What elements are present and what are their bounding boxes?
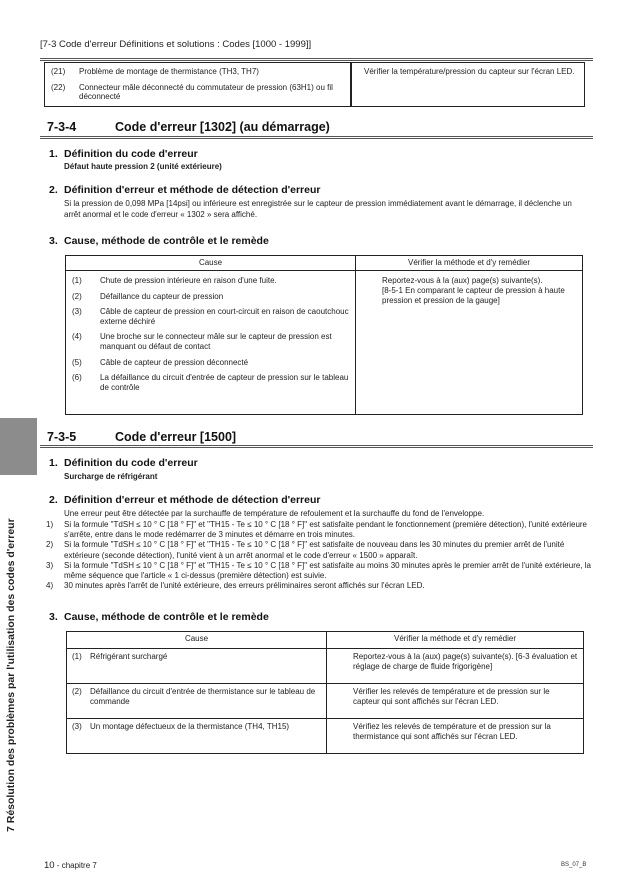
cause-item: (2) Défaillance du capteur de pression (72, 291, 224, 301)
header-rule (40, 58, 593, 61)
cause-cell: (1) Réfrigérant surchargé (67, 649, 327, 684)
running-header: [7-3 Code d'erreur Définitions et solutions : Codes [1000 - 1999]] (40, 39, 312, 50)
chapter-tab (0, 418, 37, 475)
section-title-735: 7-3-5 Code d'erreur [1500] (47, 430, 237, 444)
cause-item: (3) Câble de capteur de pression en court-circuit en raison de caoutchouc externe déchiré (72, 307, 349, 326)
cause-cell: (2) Défaillance du circuit d'entrée de thermistance sur le tableau de commande (67, 684, 327, 719)
subsection-heading: 3. Cause, méthode de contrôle et le remède (49, 611, 269, 623)
cause-item: (21) Problème de montage de thermistance (TH3, TH7) (51, 67, 259, 76)
section-rule (40, 445, 593, 448)
remedy-cell: Reportez-vous à la (aux) page(s) suivante(s). [8-5-1 En comparant le capteur de pression à haute pression et pression de la gauge] (356, 271, 583, 415)
page-footer (44, 860, 97, 871)
table-row (67, 719, 584, 754)
table-header-row (67, 632, 584, 649)
cause-item: (1) Chute de pression intérieure en raison d'une fuite. (72, 276, 277, 285)
column-header-cause: Cause (66, 256, 356, 271)
table-row (67, 649, 584, 684)
subsection-heading: 2. Définition d'erreur et méthode de détection d'erreur (49, 184, 321, 196)
error-definition: Surcharge de réfrigérant (64, 472, 158, 481)
subsection-heading: 1. Définition du code d'erreur (49, 148, 198, 160)
subsection-heading: 1. Définition du code d'erreur (49, 457, 198, 469)
table-row (67, 684, 584, 719)
table-header-row (66, 256, 583, 271)
detection-intro: Une erreur peut être détectée par la surchauffe de température de refoulement et la surchauffe du fond de l'enveloppe. (64, 509, 485, 518)
remedy-cell: Vérifier les relevés de température et de pression sur le capteur qui sont affichés sur l'écran LED. (327, 684, 584, 719)
detection-steps (46, 520, 592, 592)
list-item: 2) Si la formule "TdSH ≤ 10 ° C [18 ° F]" et "TH15 - Te ≤ 10 ° C [18 ° F]" est satisfaite de nouveau dans les 30 minutes du premier arrêt de l'unité extérieure (seconde détection), l'unité vient à un arrêt anormal et le code d'erreur « 1500 » apparaît. (46, 540, 565, 560)
chapter-side-title: 7 Résolution des problèmes par l'utilisation des codes d'erreur (5, 518, 17, 832)
cause-cell (45, 63, 352, 107)
section-rule (40, 136, 593, 139)
detection-method: Si la pression de 0,098 MPa [14psi] ou inférieure est enregistrée sur le capteur de pression immédiatement avant le démarrage, il déclenche un arrêt anormal et le code d'erreur « 1302 » sera affiché. (64, 199, 572, 219)
document-code: BS_07_B (561, 862, 587, 868)
section-title-734: 7-3-4 Code d'erreur [1302] (au démarrage) (47, 120, 330, 134)
column-header-cause: Cause (67, 632, 327, 649)
cause-item: (6) La défaillance du circuit d'entrée de capteur de pression sur le tableau de contrôle (72, 373, 349, 392)
cause-remedy-table-1500 (66, 631, 584, 754)
remedy-cell: Vérifier la température/pression du capteur sur l'écran LED. (351, 63, 585, 107)
cause-cell (66, 271, 356, 415)
chapter-label: - chapitre 7 (54, 861, 97, 870)
error-definition: Défaut haute pression 2 (unité extérieure) (64, 162, 222, 171)
table-row (66, 271, 583, 415)
page-number: 10 (44, 860, 55, 871)
continuation-table (44, 62, 585, 107)
cause-cell: (3) Un montage défectueux de la thermistance (TH4, TH15) (67, 719, 327, 754)
column-header-remedy: Vérifier la méthode et d'y remédier (327, 632, 584, 649)
cause-remedy-table-1302 (65, 255, 583, 415)
cause-item: (4) Une broche sur le connecteur mâle sur le capteur de pression est manquant ou défaut de contact (72, 332, 332, 351)
subsection-heading: 3. Cause, méthode de contrôle et le remède (49, 235, 269, 247)
list-item: 1) Si la formule "TdSH ≤ 10 ° C [18 ° F]" et "TH15 - Te ≤ 10 ° C [18 ° F]" est satisfaite pendant le fonctionnement (première détection), l'unité extérieure s'arrête, entre dans le mode redémarrer de 3 minutes et démarre en trois minutes. (46, 520, 587, 540)
cause-item: (5) Câble de capteur de pression déconnecté (72, 357, 249, 367)
list-item: 3) Si la formule "TdSH ≤ 10 ° C [18 ° F]" et "TH15 - Te ≤ 10 ° C [18 ° F]" est satisfaite au moins 30 minutes après le premier arrêt de l'unité extérieure, la même séquence que l'article « 1 ci-dessus (première détection) est suivie. (46, 560, 591, 581)
column-header-remedy: Vérifier la méthode et d'y remédier (356, 256, 583, 271)
remedy-cell: Reportez-vous à la (aux) page(s) suivante(s). [6-3 évaluation et réglage de charge de fluide frigorigène] (327, 649, 584, 684)
remedy-cell: Vérifiez les relevés de température et de pression sur la thermistance qui sont affichés sur l'écran LED. (327, 719, 584, 754)
cause-item: (22) Connecteur mâle déconnecté du commutateur de pression (63H1) ou fil déconnecté (51, 82, 333, 102)
list-item: 4) 30 minutes après l'arrêt de l'unité extérieure, des erreurs préliminaires seront affichés sur l'écran LED. (46, 581, 425, 591)
subsection-heading: 2. Définition d'erreur et méthode de détection d'erreur (49, 494, 321, 506)
table-row (45, 63, 585, 107)
